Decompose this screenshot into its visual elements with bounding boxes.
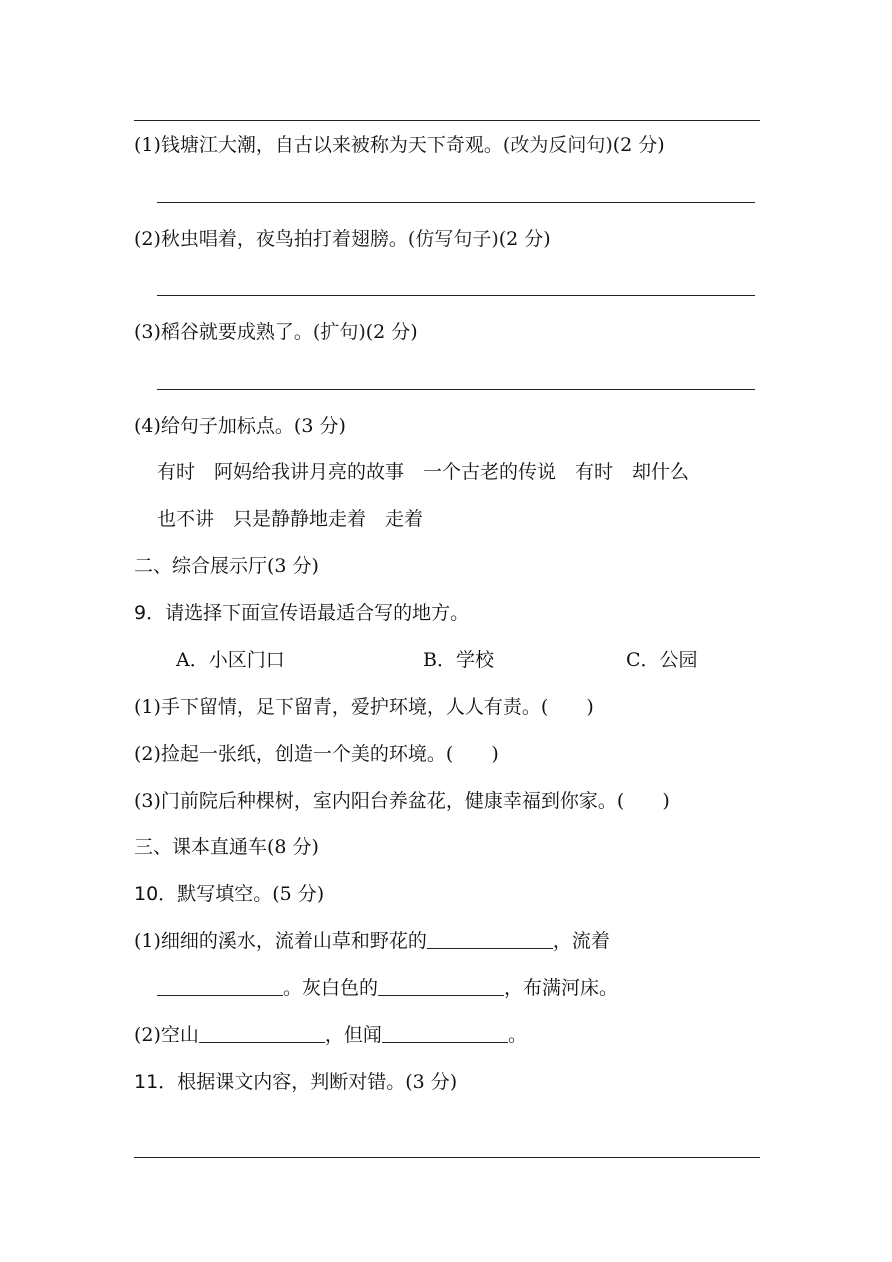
- question-8-2-hint: (仿写句子): [407, 228, 499, 250]
- question-9-number: 9．: [134, 602, 166, 624]
- question-8-2-score: (2 分): [498, 228, 551, 250]
- punctuation-passage-line-2: 也不讲 只是静静地走着 走着: [157, 508, 424, 530]
- question-9: [134, 601, 469, 625]
- section-3-heading: 三、课本直通车(8 分): [134, 836, 319, 858]
- question-8-3: [134, 320, 418, 344]
- question-9-item-1-text: (1)手下留情，足下留青，爱护环境，人人有责。(: [134, 696, 549, 718]
- question-8-4: (4)给句子加标点。(3 分): [134, 415, 346, 437]
- question-10-line-2-text: 。灰白色的: [283, 977, 379, 999]
- answer-line-8-2[interactable]: [157, 295, 755, 296]
- question-10-line-3: [134, 1023, 527, 1047]
- question-8-1-score: (2 分): [612, 134, 665, 156]
- question-8-3-hint: (扩句): [312, 321, 366, 343]
- question-8-3-text: (3)稻谷就要成熟了。: [134, 321, 313, 343]
- fill-blank-3[interactable]: [378, 977, 504, 996]
- question-10-line-1-tail: ，流着: [552, 930, 610, 952]
- question-8-1: [134, 133, 665, 157]
- question-10-line-2: [157, 976, 618, 1000]
- fill-blank-4[interactable]: [199, 1024, 325, 1043]
- question-9-item-2: [134, 742, 499, 766]
- answer-line-8-3[interactable]: [157, 389, 755, 390]
- question-9-item-3-text: (3)门前院后种棵树，室内阳台养盆花，健康幸福到你家。(: [134, 790, 625, 812]
- question-10-line-3-text: (2)空山: [134, 1024, 199, 1046]
- question-8-2-text: (2)秋虫唱着，夜鸟拍打着翅膀。: [134, 228, 408, 250]
- question-9-item-2-text: (2)捡起一张纸，创造一个美的环境。(: [134, 743, 454, 765]
- question-11-number: 11．: [134, 1071, 178, 1093]
- option-c: C．公园: [626, 649, 698, 671]
- question-8-2: [134, 227, 551, 251]
- question-10-line-2-tail: ，布满河床。: [504, 977, 619, 999]
- fill-blank-1[interactable]: [427, 930, 553, 949]
- question-9-item-1: [134, 695, 594, 719]
- question-8-3-score: (2 分): [365, 321, 418, 343]
- option-b: B．学校: [423, 649, 494, 671]
- answer-line-8-1[interactable]: [157, 202, 755, 203]
- section-2-heading: 二、综合展示厅(3 分): [134, 555, 319, 577]
- question-10-text: 默写填空。(5 分): [177, 883, 325, 905]
- question-10: [134, 882, 324, 906]
- bottom-rule: [134, 1157, 760, 1158]
- question-10-line-1-text: (1)细细的溪水，流着山草和野花的: [134, 930, 427, 952]
- fill-blank-5[interactable]: [382, 1024, 508, 1043]
- question-9-item-2-close: ): [491, 743, 499, 765]
- question-9-item-3: [134, 789, 670, 813]
- top-rule: [134, 120, 760, 121]
- question-8-1-text: (1)钱塘江大潮，自古以来被称为天下奇观。: [134, 134, 503, 156]
- fill-blank-2[interactable]: [157, 977, 283, 996]
- question-11: [134, 1070, 457, 1094]
- question-10-line-3-mid: ，但闻: [324, 1024, 382, 1046]
- question-10-number: 10．: [134, 883, 178, 905]
- option-a: A．小区门口: [176, 649, 285, 671]
- question-10-line-1: [134, 929, 610, 953]
- question-10-line-3-tail: 。: [507, 1024, 527, 1046]
- question-8-1-hint: (改为反问句): [502, 134, 613, 156]
- question-9-text: 请选择下面宣传语最适合写的地方。: [165, 602, 470, 624]
- question-9-item-3-close: ): [662, 790, 670, 812]
- question-11-text: 根据课文内容，判断对错。(3 分): [177, 1071, 458, 1093]
- punctuation-passage-line-1: 有时 阿妈给我讲月亮的故事 一个古老的传说 有时 却什么: [157, 461, 690, 483]
- question-9-item-1-close: ): [586, 696, 594, 718]
